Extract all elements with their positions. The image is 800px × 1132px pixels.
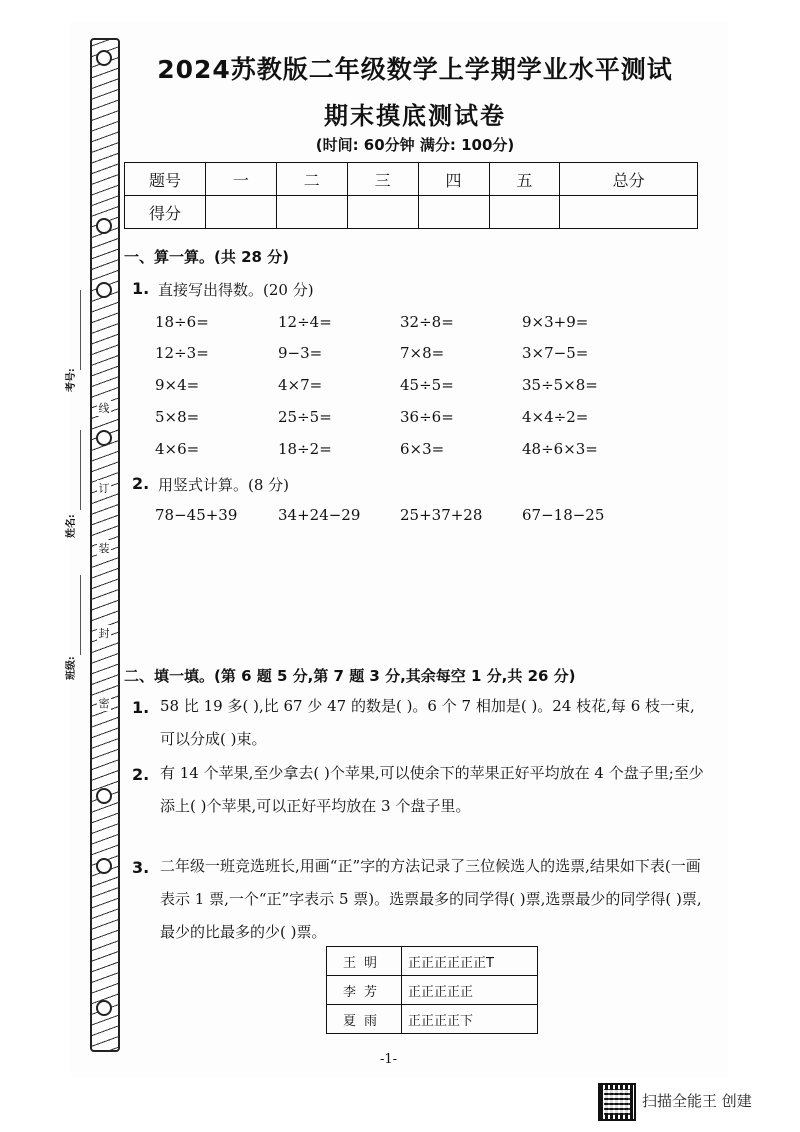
score-cell[interactable] (418, 196, 489, 229)
score-row-label: 得分 (125, 196, 206, 229)
calc-item: 5×8= (155, 408, 200, 426)
score-header-cell: 一 (206, 163, 277, 196)
punch-hole (96, 858, 112, 874)
exam-number-line (80, 290, 81, 370)
score-cell[interactable] (489, 196, 560, 229)
vertical-calc-item: 67−18−25 (522, 506, 605, 524)
punch-hole (96, 218, 112, 234)
calc-item: 32÷8= (400, 313, 454, 331)
vertical-calc-item: 34+24−29 (278, 506, 361, 524)
calc-item: 4×6= (155, 440, 200, 458)
punch-hole (96, 282, 112, 298)
calc-item: 3×7−5= (522, 344, 589, 362)
exam-number-label: 考号: (66, 368, 77, 392)
candidate-name: 王明 (327, 947, 402, 976)
question-text: 有 14 个苹果,至少拿去( )个苹果,可以使余下的苹果正好平均放在 4 个盘子里;至少添上( )个苹果,可以正好平均放在 3 个盘子里。 (160, 764, 704, 815)
name-label: 姓名: (66, 514, 77, 538)
score-table (124, 162, 698, 229)
question-text: 二年级一班竞选班长,用画“正”字的方法记录了三位候选人的选票,结果如下表(一画表示 1 票,一个“正”字表示 5 票)。选票最多的同学得( )票,选票最少的同学得( )票,最少的比最多的少( )票。 (160, 857, 702, 941)
exam-info: (时间: 60分钟 满分: 100分) (315, 136, 515, 154)
score-header-cell: 总分 (560, 163, 698, 196)
section-1-heading: 一、算一算。(共 28 分) (124, 248, 290, 266)
class-label: 班级: (66, 656, 77, 680)
score-cell[interactable] (276, 196, 347, 229)
score-header-cell: 五 (489, 163, 560, 196)
calc-item: 48÷6×3= (522, 440, 598, 458)
class-line (80, 575, 81, 655)
score-header-cell: 四 (418, 163, 489, 196)
binding-char: 装 (98, 542, 110, 555)
calc-item: 4×4÷2= (522, 408, 589, 426)
tally-marks: 正正正正正 (402, 976, 538, 1005)
question-number: 1. (132, 279, 150, 298)
calc-item: 9×3+9= (522, 313, 589, 331)
candidate-name: 夏雨 (327, 1005, 402, 1034)
calc-item: 7×8= (400, 344, 445, 362)
binding-char: 封 (98, 627, 110, 640)
calc-item: 12÷4= (278, 313, 332, 331)
score-header-cell: 二 (276, 163, 347, 196)
vote-row (327, 947, 538, 976)
vertical-calc-item: 78−45+39 (155, 506, 238, 524)
calc-item: 36÷6= (400, 408, 454, 426)
calc-item: 9−3= (278, 344, 323, 362)
page-number: -1- (380, 1052, 398, 1067)
tally-marks: 正正正正正正T (402, 947, 538, 976)
question-text: 直接写出得数。(20 分) (158, 281, 314, 299)
binding-char: 密 (98, 697, 110, 710)
exam-subtitle: 期末摸底测试卷 (324, 102, 506, 130)
score-header-cell: 三 (347, 163, 418, 196)
candidate-name: 李芳 (327, 976, 402, 1005)
calc-item: 9×4= (155, 376, 200, 394)
scanner-watermark: 扫描全能王 创建 (642, 1092, 752, 1110)
exam-title: 2024苏教版二年级数学上学期学业水平测试 (157, 55, 673, 84)
qr-code-icon (598, 1083, 636, 1121)
vote-tally-table (326, 946, 538, 1034)
vote-row (327, 976, 538, 1005)
binding-char: 线 (98, 402, 110, 415)
calc-item: 35÷5×8= (522, 376, 598, 394)
question-number: 2. (132, 765, 150, 784)
calc-item: 18÷2= (278, 440, 332, 458)
punch-hole (96, 50, 112, 66)
calc-item: 25÷5= (278, 408, 332, 426)
punch-hole (96, 1000, 112, 1016)
question-text: 用竖式计算。(8 分) (158, 476, 290, 494)
vertical-calc-item: 25+37+28 (400, 506, 483, 524)
calc-item: 45÷5= (400, 376, 454, 394)
tally-marks: 正正正正下 (402, 1005, 538, 1034)
score-cell[interactable] (347, 196, 418, 229)
score-row (125, 196, 698, 229)
name-line (80, 430, 81, 510)
score-header-cell: 题号 (125, 163, 206, 196)
score-cell[interactable] (560, 196, 698, 229)
calc-item: 6×3= (400, 440, 445, 458)
question-number: 3. (132, 858, 150, 877)
binding-char: 订 (98, 482, 110, 495)
question-text: 58 比 19 多( ),比 67 少 47 的数是( )。6 个 7 相加是( )。24 枝花,每 6 枝一束,可以分成( )束。 (160, 697, 695, 748)
section-2-heading: 二、填一填。(第 6 题 5 分,第 7 题 3 分,其余每空 1 分,共 26 分) (124, 667, 576, 685)
vote-row (327, 1005, 538, 1034)
calc-item: 12÷3= (155, 344, 209, 362)
punch-hole (96, 430, 112, 446)
score-cell[interactable] (206, 196, 277, 229)
calc-item: 4×7= (278, 376, 323, 394)
punch-hole (96, 788, 112, 804)
question-number: 1. (132, 698, 150, 717)
question-number: 2. (132, 474, 150, 493)
score-header-row (125, 163, 698, 196)
calc-item: 18÷6= (155, 313, 209, 331)
